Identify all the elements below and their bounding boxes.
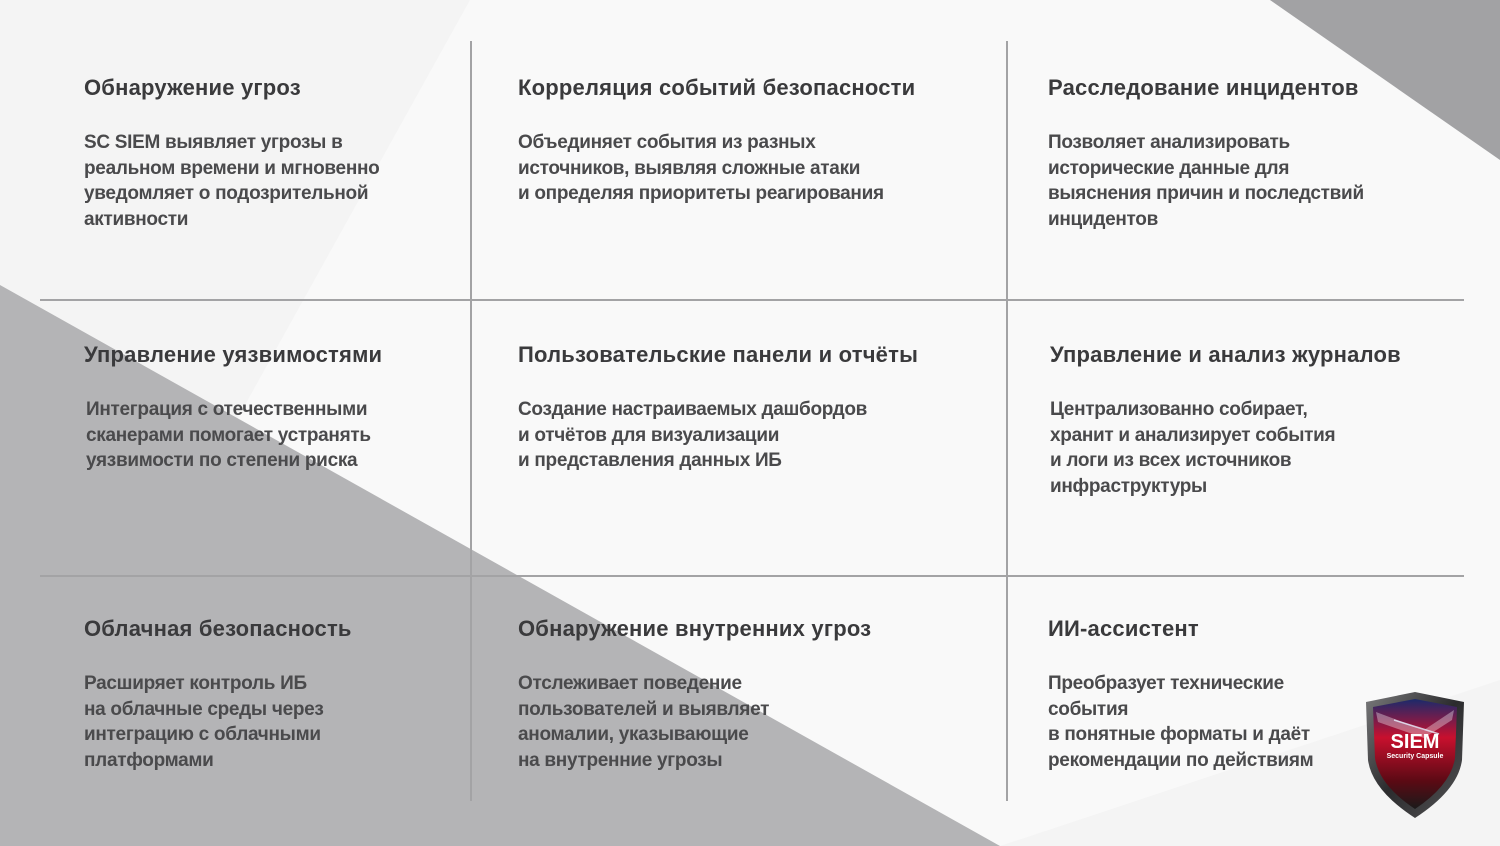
feature-title: ИИ-ассистент xyxy=(1048,616,1199,641)
grid-line-horizontal-1 xyxy=(40,299,1464,301)
feature-description: Позволяет анализировать исторические данные для выяснения причин и последствий инцидентов xyxy=(1048,132,1364,230)
feature-card-event-correlation xyxy=(518,74,978,207)
siem-shield-logo-icon xyxy=(1364,690,1466,820)
feature-title: Управление и анализ журналов xyxy=(1050,342,1401,367)
feature-description: Расширяет контроль ИБ на облачные среды через интеграцию с облачными платформами xyxy=(84,673,324,771)
feature-description: Объединяет события из разных источников, выявляя сложные атаки и определяя приоритеты реагирования xyxy=(518,132,884,205)
feature-card-incident-investigation xyxy=(1048,74,1448,232)
grid-line-vertical-2 xyxy=(1006,41,1008,801)
feature-card-threat-detection xyxy=(84,74,484,232)
feature-card-cloud-security xyxy=(84,615,484,773)
feature-card-ai-assistant xyxy=(1048,615,1368,773)
feature-description: Отслеживает поведение пользователей и выявляет аномалии, указывающие на внутренние угрозы xyxy=(518,673,770,771)
logo-name: SIEM xyxy=(1390,731,1440,753)
feature-card-vulnerability-management xyxy=(84,341,484,474)
feature-title: Управление уязвимостями xyxy=(84,342,383,367)
grid-line-horizontal-2 xyxy=(40,575,1464,577)
feature-title: Обнаружение угроз xyxy=(84,75,301,100)
feature-description: Создание настраиваемых дашбордов и отчётов для визуализации и представления данных ИБ xyxy=(518,399,868,472)
feature-card-dashboards-reports xyxy=(518,341,978,474)
feature-title: Корреляция событий безопасности xyxy=(518,75,916,100)
feature-description: SC SIEM выявляет угрозы в реальном времени и мгновенно уведомляет о подозрительной активности xyxy=(84,132,380,230)
feature-title: Облачная безопасность xyxy=(84,616,352,641)
logo-tagline: Security Capsule xyxy=(1386,753,1444,760)
feature-card-insider-threats xyxy=(518,615,978,773)
feature-description: Централизованно собирает, хранит и анализирует события и логи из всех источников инфраструктуры xyxy=(1050,399,1336,497)
feature-title: Расследование инцидентов xyxy=(1048,75,1359,100)
feature-description: Интеграция с отечественными сканерами помогает устранять уязвимости по степени риска xyxy=(86,399,371,472)
feature-title: Пользовательские панели и отчёты xyxy=(518,342,919,367)
feature-description: Преобразует технические события в понятные форматы и даёт рекомендации по действиям xyxy=(1048,673,1314,771)
feature-title: Обнаружение внутренних угроз xyxy=(518,616,872,641)
feature-card-log-management xyxy=(1050,341,1470,499)
